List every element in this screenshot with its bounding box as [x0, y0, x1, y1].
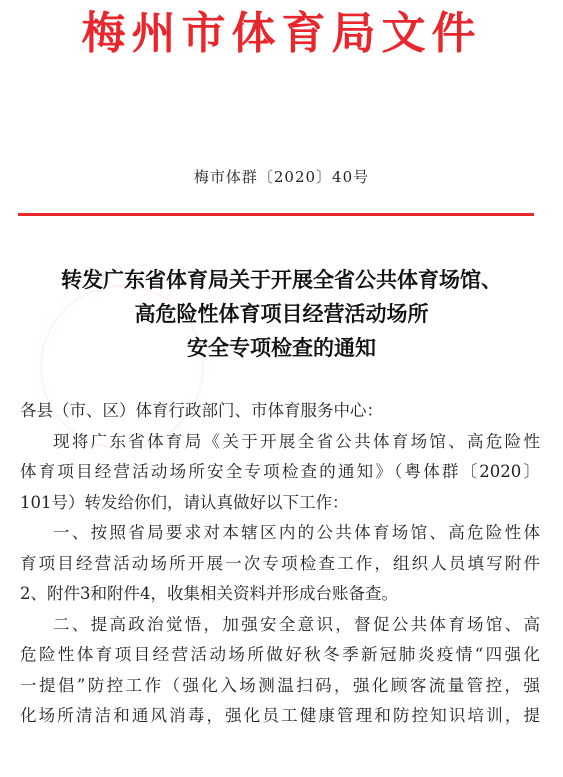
- paragraph-line: 一、按照省局要求对本辖区内的公共体育场馆、高危险性体: [53, 523, 540, 542]
- paragraph-line: 二、提高政治觉悟，加强安全意识，督促公共体育场馆、高: [53, 614, 540, 634]
- red-divider-line: [18, 213, 534, 216]
- paragraph-line: 育项目经营活动场所开展一次专项检查工作，组织人员填写附件: [20, 553, 540, 573]
- notice-body: [20, 396, 540, 732]
- notice-title-line-3: 安全专项检查的通知: [187, 335, 376, 360]
- paragraph-line: 一提倡”防控工作（强化入场测温扫码，强化顾客流量管控，强: [20, 675, 540, 695]
- paragraph-line: 化场所清洁和通风消毒，强化员工健康管理和防控知识培训，提: [20, 706, 540, 725]
- salutation: 各县（市、区）体育行政部门、市体育服务中心：: [20, 401, 383, 420]
- paragraph-line: 2、附件3和附件4，收集相关资料并形成台账备查。: [20, 584, 398, 603]
- paragraph-item-2: [20, 610, 540, 732]
- notice-title-line-1: 转发广东省体育局关于开展全省公共体育场馆、: [61, 267, 502, 292]
- paragraph-intro: [20, 427, 540, 519]
- paragraph-line: 101号）转发给你们，请认真做好以下工作：: [20, 492, 349, 512]
- paragraph-item-1: [20, 518, 540, 610]
- paragraph-line: 体育项目经营活动场所安全专项检查的通知》（粤体群〔2020〕: [20, 462, 540, 481]
- notice-title-line-2: 高危险性体育项目经营活动场所: [134, 301, 429, 326]
- paragraph-line: 危险性体育项目经营活动场所做好秋冬季新冠肺炎疫情“四强化: [20, 645, 540, 664]
- document-number: 梅市体群〔2020〕40号: [193, 168, 370, 186]
- paragraph-line: 现将广东省体育局《关于开展全省公共体育场馆、高危险性: [53, 431, 540, 451]
- notice-title: [10, 263, 553, 365]
- agency-header-title: 梅州市体育局文件: [81, 8, 482, 59]
